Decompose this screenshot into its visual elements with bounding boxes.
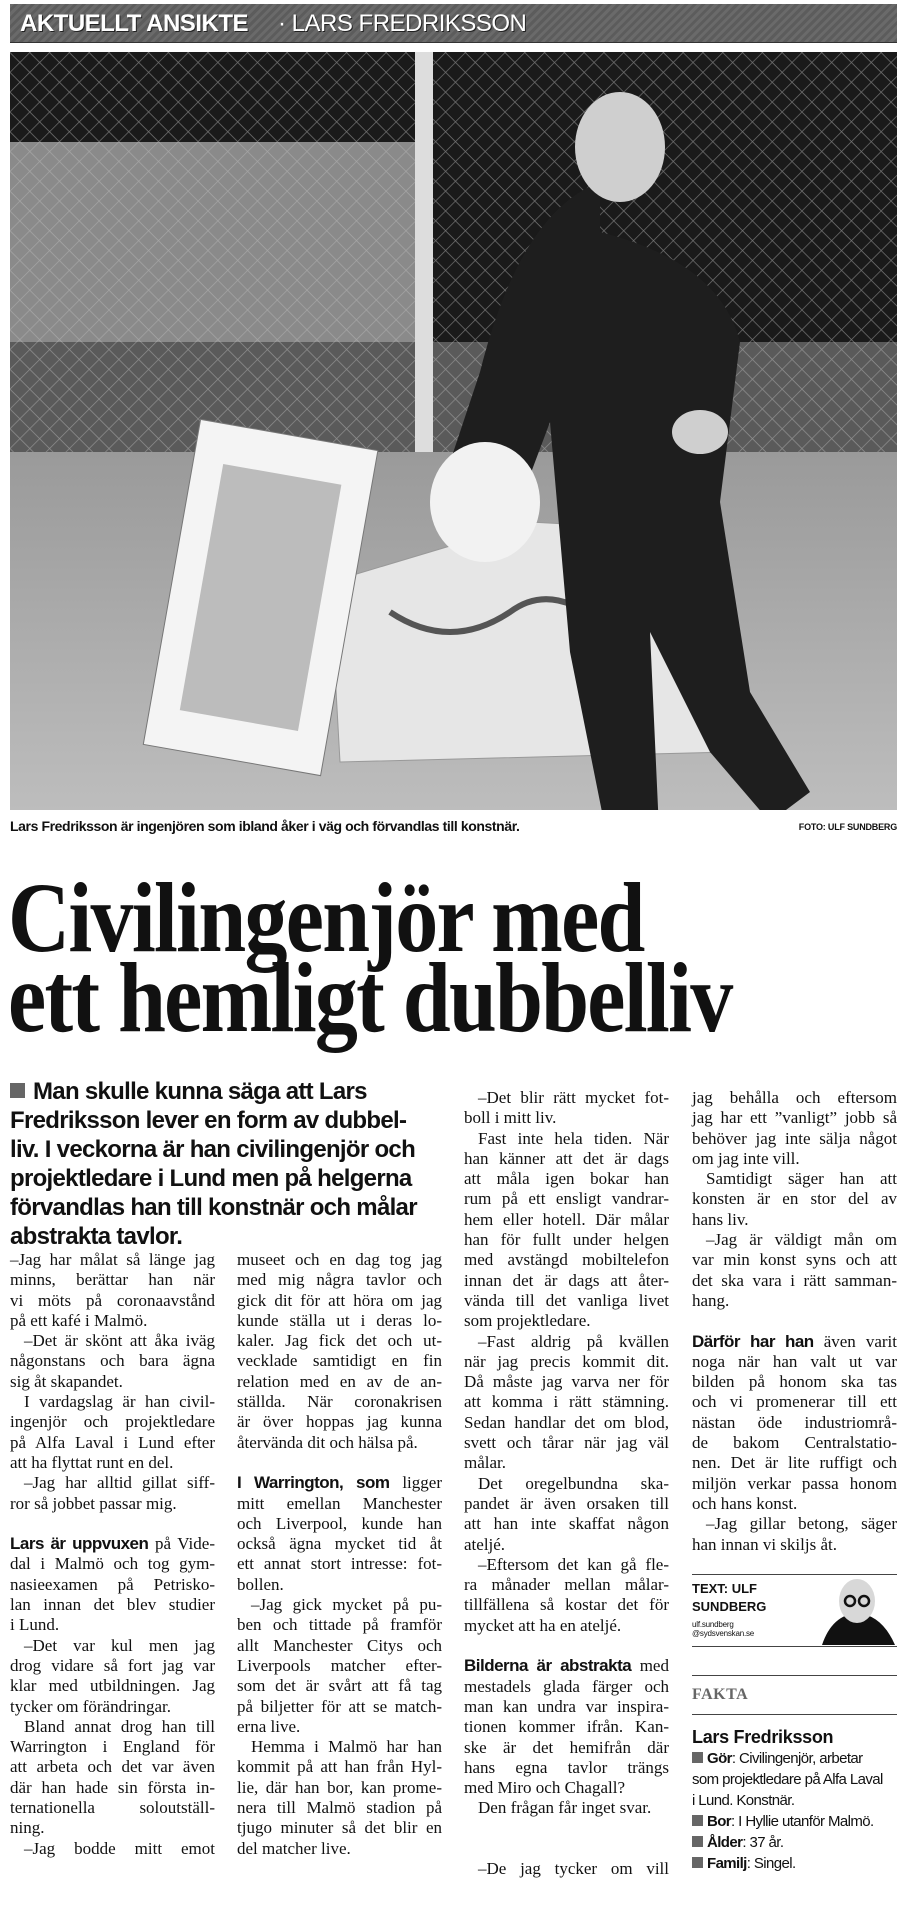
spacer	[464, 1819, 669, 1839]
text-line: del matcher live.	[237, 1838, 351, 1858]
text-line: bilden på honom ska tas	[692, 1372, 897, 1392]
paragraph	[692, 1088, 897, 1169]
text-line: på Alfa Laval i Lund efter	[10, 1432, 215, 1452]
fact-label: Gör	[707, 1750, 732, 1767]
paragraph-lead-in: Bilderna är abstrakta	[464, 1656, 632, 1676]
text-line: det ska vara i rätt samman-	[692, 1270, 897, 1290]
text-line: att ha flyttat runt en del.	[10, 1452, 174, 1472]
text-line: –Det var kul men jag	[24, 1635, 215, 1655]
text-line: erna live.	[237, 1716, 301, 1736]
text-line: att komma i rätt stämning.	[464, 1392, 669, 1412]
text-line: nästan öde industriområ-	[692, 1412, 897, 1432]
text-line: Fast inte hela tiden. När	[478, 1128, 669, 1148]
text-line: han känner att det är dags	[464, 1148, 669, 1168]
text-line: dal i Malmö och tog gym-	[10, 1554, 215, 1574]
spacer	[464, 1636, 669, 1656]
paragraph	[464, 1859, 669, 1879]
text-line: han för fullt under helgen	[464, 1230, 669, 1250]
fact-item-continued: som projektledare på Alfa Laval	[692, 1771, 883, 1788]
text-line: kunde ställa ut i deras lo-	[237, 1310, 442, 1330]
text-line: om jag inte vill.	[692, 1148, 800, 1168]
bullet-square-icon	[10, 1083, 25, 1098]
text-line: där han hade sin första in-	[10, 1777, 215, 1797]
fact-item-continued: i Lund. Konstnär.	[692, 1792, 795, 1809]
text-line: sig åt skapandet.	[10, 1371, 123, 1391]
text-line: med Miro och Chagall?	[464, 1778, 625, 1798]
text-line: minns, berättar han när	[10, 1270, 215, 1290]
text-line: lie, där han bor, kan prome-	[237, 1777, 442, 1797]
text-line: mitt emellan Manchester	[237, 1493, 442, 1513]
text-line: att måla igen bokar han	[464, 1169, 669, 1189]
article-column-1	[10, 1250, 215, 1859]
text-line: relation med en av de an-	[237, 1371, 442, 1391]
text-line: Lars är uppvuxen på Vide-	[10, 1534, 215, 1554]
fact-item: Gör: Civilingenjör, arbetar	[692, 1748, 897, 1769]
text-line: Samtidigt säger han att	[706, 1169, 897, 1189]
text-line: återvända dit och hälsa på.	[237, 1432, 418, 1452]
text-line: och Liverpool, kunde han	[237, 1513, 442, 1533]
text-line: –Jag är väldigt mån om	[706, 1230, 897, 1250]
lead-paragraph	[10, 1077, 460, 1251]
text-line: tillfällena så kostar det för	[464, 1595, 669, 1615]
text-line: man kan undra var inspira-	[464, 1696, 669, 1716]
photo-illustration	[10, 52, 897, 810]
photo-credit: FOTO: ULF SUNDBERG	[798, 822, 897, 832]
article-column-3	[464, 1088, 669, 1880]
text-line: Warrington i England för	[10, 1737, 215, 1757]
byline-email: ulf.sundberg	[692, 1620, 734, 1629]
text-line: –Det är skönt att åka iväg	[24, 1331, 215, 1351]
bullet-square-icon	[692, 1857, 703, 1868]
text-line: och vi promenerar till ett	[692, 1392, 897, 1412]
text-line: när jag precis kommit dit.	[464, 1351, 669, 1371]
text-line: jag behålla och eftersom	[692, 1088, 897, 1107]
headline	[8, 862, 732, 1053]
byline-label: TEXT: ULF	[692, 1581, 757, 1596]
text-line: ett annat stort intresse: fot-	[237, 1554, 442, 1574]
paragraph-lead-in: I Warrington, som	[237, 1473, 390, 1493]
text-line: de bakom Centralstatio-	[692, 1433, 897, 1453]
article-column-2	[237, 1250, 442, 1859]
fact-list	[692, 1748, 897, 1874]
paragraph-lead-in: Lars är uppvuxen	[10, 1534, 149, 1554]
text-line: behöver jag inte sälja något	[692, 1128, 897, 1148]
text-line: ror så jobbet passar mig.	[10, 1493, 177, 1513]
text-line: klar med utbildningen. Jag	[10, 1676, 215, 1696]
text-line: att arbeta och det var även	[10, 1757, 215, 1777]
paragraph	[10, 1636, 215, 1717]
paragraph	[692, 1230, 897, 1311]
text-line: och hans konst.	[692, 1493, 798, 1513]
section-kicker: AKTUELLT ANSIKTE	[20, 10, 248, 37]
byline-email-domain: @sydsvenskan.se	[692, 1629, 755, 1638]
text-line: pandet är även orsaken till	[464, 1493, 669, 1513]
fact-label: Bor	[707, 1813, 732, 1830]
paragraph	[10, 1331, 215, 1392]
lead-line: abstrakta tavlor.	[10, 1223, 183, 1250]
fact-box	[692, 1675, 897, 1874]
paragraph	[237, 1595, 442, 1737]
main-photo	[10, 52, 897, 810]
headline-line: ett hemligt dubbelliv	[8, 942, 732, 1053]
text-line: kommit på att han från Hyl-	[237, 1757, 442, 1777]
text-line: Bland annat drog han till	[24, 1716, 215, 1736]
fact-label: Ålder	[707, 1834, 743, 1851]
photo-caption: Lars Fredriksson är ingenjören som ibland åker i väg och förvandlas till konstnär.	[10, 818, 520, 834]
article-column-4	[692, 1088, 897, 1555]
text-line: i Lund.	[10, 1615, 60, 1635]
text-line: drog vidare så fort jag var	[10, 1655, 215, 1675]
paragraph-lead-in: Därför har han	[692, 1331, 814, 1351]
text-line: var min konst syns och att	[692, 1250, 897, 1270]
paragraph	[237, 1250, 442, 1453]
separator: ·	[278, 10, 286, 37]
paragraph	[10, 1839, 215, 1859]
paragraph	[692, 1514, 897, 1555]
text-line: någonstans och bara ägna	[10, 1351, 215, 1371]
text-line: nera till Malmö stadion på	[237, 1798, 442, 1818]
paragraph	[464, 1332, 669, 1474]
lead-line: förvandlas han till konstnär och målar	[10, 1194, 417, 1221]
byline-name: SUNDBERG	[692, 1599, 767, 1614]
fact-box-name: Lars Fredriksson	[692, 1727, 834, 1747]
text-line: hans liv.	[692, 1209, 749, 1229]
paragraph	[10, 1250, 215, 1331]
text-line: ingenjör och projektledare	[10, 1412, 215, 1432]
author-byline	[692, 1574, 897, 1647]
paragraph	[10, 1392, 215, 1473]
text-line: på ett kafé i Malmö.	[10, 1310, 148, 1330]
text-line: Sedan handlar det om blod,	[464, 1412, 669, 1432]
text-line: ben och tittade på framför	[237, 1615, 442, 1635]
text-line: konsten är en stor del av	[692, 1189, 897, 1209]
text-line: gick dit för att höra om jag	[237, 1290, 442, 1310]
text-line: mestadels glada färger och	[464, 1676, 669, 1696]
fact-item: Familj: Singel.	[692, 1853, 897, 1874]
text-line: Den frågan får inget svar.	[478, 1798, 652, 1818]
bullet-square-icon	[692, 1836, 703, 1847]
paragraph	[692, 1169, 897, 1230]
text-line: tionen kommer ifrån. Kan-	[464, 1717, 669, 1737]
paragraph	[10, 1473, 215, 1514]
text-line: som det är svårt att få tag	[237, 1676, 442, 1696]
text-line: lan innan det blev studier	[10, 1595, 215, 1615]
text-line: ternationella soloutställ-	[10, 1798, 215, 1818]
text-line: hem eller hotell. Där målar	[464, 1209, 669, 1229]
text-line: hang.	[692, 1290, 730, 1310]
text-line: på biljetter för att se match-	[237, 1696, 442, 1716]
text-line: –De jag tycker om vill	[478, 1859, 669, 1879]
text-line: –Fast aldrig på kvällen	[478, 1331, 669, 1351]
fact-label: Familj	[707, 1855, 747, 1872]
text-line: vi möts på coronaavstånd	[10, 1290, 215, 1310]
text-line: museet och en dag tog jag	[237, 1250, 442, 1269]
fact-box-header: FAKTA	[692, 1675, 897, 1715]
text-line: –Jag bodde mitt emot	[24, 1838, 215, 1858]
text-line: nen. Det är lite ruffigt och	[692, 1453, 897, 1473]
paragraph	[464, 1474, 669, 1555]
text-line: ning.	[10, 1818, 45, 1838]
bullet-square-icon	[692, 1815, 703, 1826]
lead-line: projektledare i Lund men på helgerna	[10, 1165, 412, 1192]
paragraph	[464, 1656, 669, 1798]
text-line: –Jag har målat så länge jag	[10, 1250, 215, 1269]
text-line: hans egna tavlor trängs	[464, 1757, 669, 1777]
text-line: som projektledare.	[464, 1311, 591, 1331]
spacer	[692, 1311, 897, 1331]
paragraph	[464, 1555, 669, 1636]
text-line: –Jag har alltid gillat siff-	[24, 1473, 215, 1493]
paragraph	[237, 1473, 442, 1595]
lead-line: Man skulle kunna säga att Lars	[10, 1077, 460, 1106]
text-line: Därför har han även varit	[692, 1331, 897, 1351]
text-line: jag har ett ”vanligt” jobb så	[692, 1108, 897, 1128]
spacer	[464, 1839, 669, 1859]
text-line: vända till det vanliga livet	[464, 1290, 669, 1310]
fact-item: Ålder: 37 år.	[692, 1832, 897, 1853]
lead-line: liv. I veckorna är han civilingenjör och	[10, 1136, 416, 1163]
text-line: allt Manchester Citys och	[237, 1635, 442, 1655]
text-line: också ägna mycket tid åt	[237, 1534, 442, 1554]
text-line: är över hoppas jag kunna	[237, 1412, 442, 1432]
text-line: tycker om förändringar.	[10, 1696, 171, 1716]
subject-name: LARS FREDRIKSSON	[291, 10, 527, 37]
text-line: vecklade samtidigt en fin	[237, 1351, 442, 1371]
text-line: Liverpools matcher efter-	[237, 1655, 442, 1675]
text-line: med avstängd mobiltelefon	[464, 1250, 669, 1270]
headline-line: Civilingenjör med	[8, 862, 644, 973]
text-line: Bilderna är abstrakta med	[464, 1656, 669, 1676]
lead-line: Fredriksson lever en form av dubbel-	[10, 1107, 407, 1134]
text-line: målar.	[464, 1453, 507, 1473]
paragraph	[10, 1717, 215, 1839]
text-line: –Jag gick mycket på pu-	[251, 1595, 442, 1615]
text-line: –Eftersom det kan gå fle-	[478, 1554, 669, 1574]
paragraph	[464, 1129, 669, 1332]
text-line: miljön verkar passa honom	[692, 1473, 897, 1493]
text-line: I vardagslag är han civil-	[24, 1392, 215, 1412]
text-line: ske är det hemifrån där	[464, 1737, 669, 1757]
section-banner	[10, 4, 897, 43]
text-line: boll i mitt liv.	[464, 1108, 557, 1128]
spacer	[237, 1453, 442, 1473]
paragraph	[10, 1534, 215, 1635]
text-line: ställda. När coronakrisen	[237, 1392, 442, 1412]
text-line: I Warrington, som ligger	[237, 1473, 442, 1493]
text-line: kaler. Jag fick det och ut-	[237, 1331, 442, 1351]
text-line: tjugo minuter så det blir en	[237, 1818, 442, 1838]
text-line: –Jag gillar betong, säger	[706, 1514, 897, 1534]
text-line: noga när han valt ut var	[692, 1351, 897, 1371]
text-line: mycket att ha en ateljé.	[464, 1615, 622, 1635]
author-portrait	[817, 1575, 897, 1645]
text-line: bollen.	[237, 1574, 284, 1594]
paragraph	[464, 1088, 669, 1129]
text-line: Då måste jag varva ner för	[464, 1372, 669, 1392]
text-line: innan det är dags att åter-	[464, 1270, 669, 1290]
bullet-square-icon	[692, 1752, 703, 1763]
text-line: Det oregelbundna ska-	[478, 1473, 669, 1493]
text-line: att han inte skaffat någon	[464, 1514, 669, 1534]
text-line: ateljé.	[464, 1534, 506, 1554]
text-line: rum på ett ensligt vandrar-	[464, 1189, 669, 1209]
text-line: han innan vi skiljs åt.	[692, 1534, 837, 1554]
text-line: med mig några tavlor och	[237, 1270, 442, 1290]
text-line: Hemma i Malmö har han	[251, 1737, 442, 1757]
paragraph	[237, 1737, 442, 1859]
text-line: nasieexamen på Petrisko-	[10, 1574, 215, 1594]
section-subject	[278, 10, 526, 38]
text-line: svett och tårar när jag väl	[464, 1433, 669, 1453]
text-line: –Det blir rätt mycket fot-	[478, 1088, 669, 1107]
spacer	[10, 1514, 215, 1534]
fact-item: Bor: I Hyllie utanför Malmö.	[692, 1811, 897, 1832]
text-line: ra månader mellan målar-	[464, 1575, 669, 1595]
paragraph	[692, 1332, 897, 1515]
paragraph	[464, 1798, 669, 1818]
